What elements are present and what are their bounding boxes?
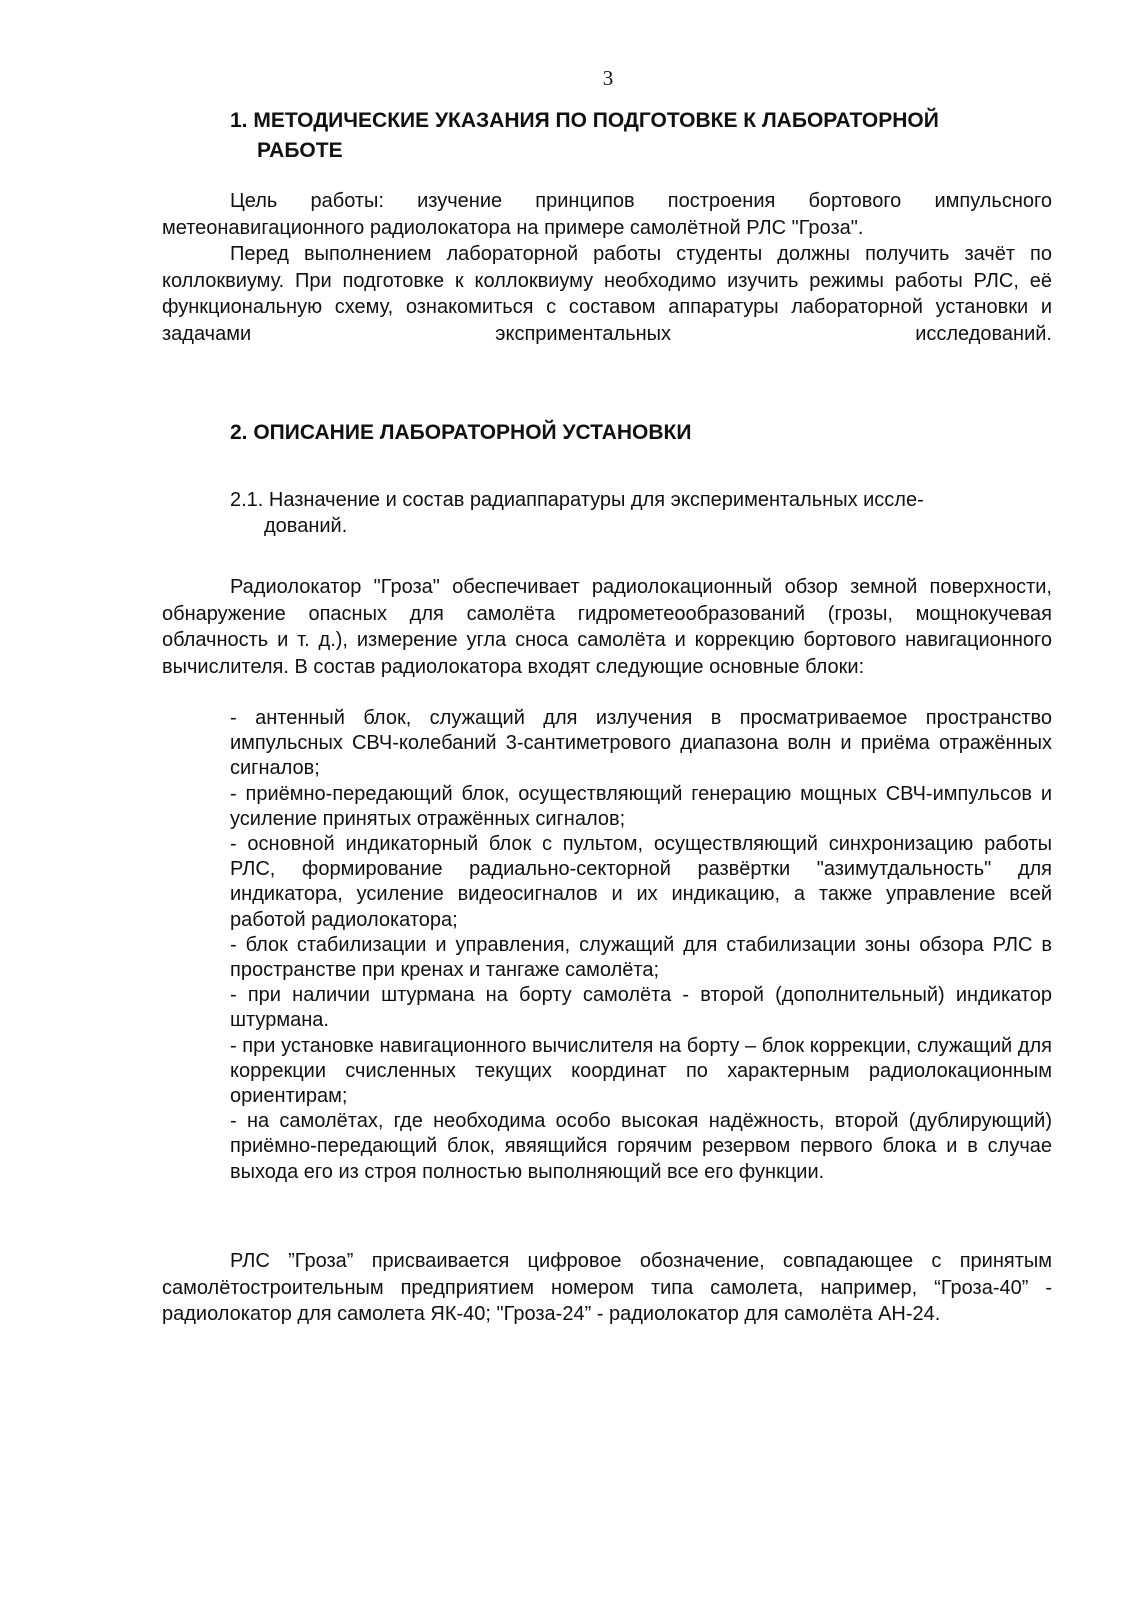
subsection-2-1-heading — [230, 487, 1030, 539]
section-1-heading-line-2: РАБОТЕ — [257, 139, 343, 162]
section-1-body — [162, 188, 1052, 347]
list-item: - антенный блок, служащий для излучения в просматриваемое пространство импульсных СВЧ-колебаний 3-сантиметрового диапазона волн и приёма отражённых сигналов; — [230, 707, 1052, 780]
designation-paragraph: РЛС ”Гроза” присваивается цифровое обозначение, совпадающее с принятым самолётостроительным предприятием номером типа самолета, например, “Гроза-40” - радиолокатор для самолета ЯК-40; "Гроза-24” - радиолокатор для самолёта АН-24. — [162, 1250, 1052, 1325]
preparation-paragraph: Перед выполнением лабораторной работы студенты должны получить зачёт по коллоквиуму. При подготовке к коллоквиуму необходимо изучить режимы работы РЛС, её функциональную схему, ознакомиться с составом аппаратуры лабораторной установки и задачами эксприментальных исследований. — [162, 243, 1052, 345]
radar-intro — [162, 574, 1052, 680]
list-item: - приёмно-передающий блок, осуществляющий генерацию мощных СВЧ-импульсов и усиление принятых отражённых сигналов; — [230, 782, 1052, 830]
section-1-heading — [230, 106, 1050, 166]
goal-paragraph: Цель работы: изучение принципов построения бортового импульсного метеонавигационного радиолокатора на примере самолётной РЛС "Гроза". — [162, 190, 1052, 239]
list-item: - при установке навигационного вычислителя на борту – блок коррекции, служащий для коррекции счисленных текущих координат по характерным радиолокационным ориентирам; — [230, 1034, 1052, 1108]
list-item: - при наличии штурмана на борту самолёта - второй (дополнительный) индикатор штурмана. — [230, 984, 1052, 1032]
subsection-heading-line-1: 2.1. Назначение и состав радиаппаратуры для экспериментальных иссле- — [230, 489, 924, 511]
subsection-heading-line-2: дований. — [264, 515, 348, 537]
designation-block — [162, 1248, 1052, 1328]
list-item: - блок стабилизации и управления, служащий для стабилизации зоны обзора РЛС в пространстве при кренах и тангаже самолёта; — [230, 933, 1052, 982]
section-2-heading: 2. ОПИСАНИЕ ЛАБОРАТОРНОЙ УСТАНОВКИ — [230, 421, 692, 444]
intro-paragraph: Радиолокатор "Гроза" обеспечивает радиолокационный обзор земной поверхности, обнаружение опасных для самолёта гидрометеообразований (грозы, мощнокучевая облачность и т. д.), измерение угла сноса самолёта и коррекцию бортового навигационного вычислителя. В состав радиолокатора входят следующие основные блоки: — [162, 576, 1052, 678]
list-item: - на самолётах, где необходима особо высокая надёжность, второй (дублирующий) приёмно-передающий блок, явяящийся горячим резервом первого блока и в случае выхода его из строя полностью выполняющий все его функции. — [230, 1110, 1052, 1183]
section-1-heading-line-1: 1. МЕТОДИЧЕСКИЕ УКАЗАНИЯ ПО ПОДГОТОВКЕ К ЛАБОРАТОРНОЙ — [230, 109, 939, 132]
component-list — [230, 706, 1052, 1185]
list-item: - основной индикаторный блок с пультом, осуществляющий синхронизацию работы РЛС, формирование радиально-секторной развёртки "азимутдальность" для индикатора, усиление видеосигналов и их индикацию, а также управление всей работой радиолокатора; — [230, 833, 1052, 931]
page-number: 3 — [602, 66, 614, 90]
